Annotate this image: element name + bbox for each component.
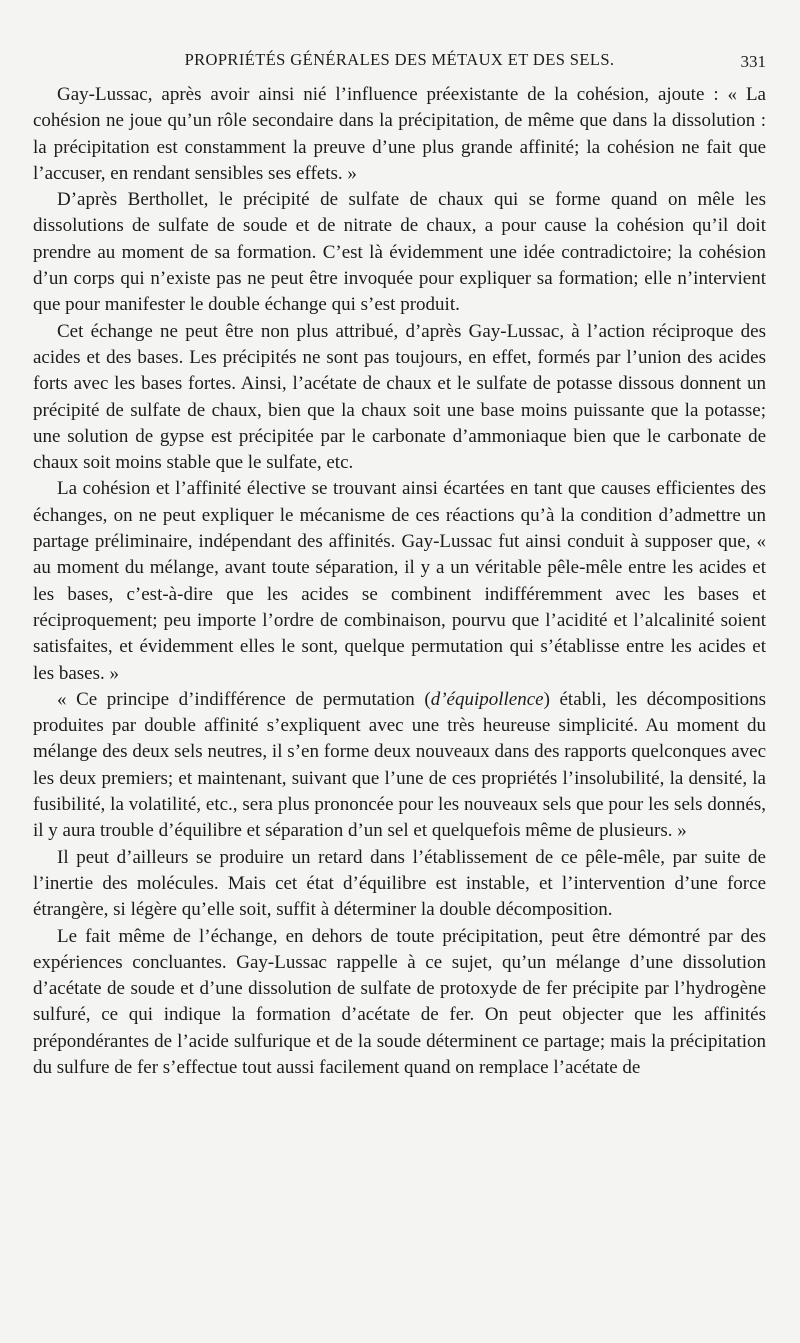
page-number: 331 [740, 52, 766, 71]
paragraph-3: Cet échange ne peut être non plus attribué, d’après Gay-Lussac, à l’action réciproque des acides et des bases. Les précipités ne sont pas toujours, en effet, formés par l’union des acides forts avec les bases fortes. Ainsi, l’acétate de chaux et le sulfate de potasse dissous donnent un précipité de sulfate de chaux, bien que la chaux soit une base moins puissante que la potasse; une solution de gypse est précipitée par le carbonate d’ammoniaque bien que le carbonate de chaux soit moins stable que le sulfate, etc. [33, 320, 766, 474]
paragraph-2: D’après Berthollet, le précipité de sulfate de chaux qui se forme quand on mêle les dissolutions de sulfate de soude et de nitrate de chaux, a pour cause la cohésion qu’il doit prendre au moment de sa formation. C’est là évidemment une idée contradictoire; la cohésion d’un corps qui n’existe pas ne peut être invoquée pour expliquer sa formation; elle n’intervient que pour manifester le double échange qui s’est produit. [33, 189, 766, 316]
emphasized-term: d’équipollence [430, 688, 544, 710]
paragraph-5 [33, 687, 766, 845]
page-header [33, 50, 766, 74]
paragraph-5-lead: « Ce principe d’indifférence de permutation ( [57, 688, 431, 710]
paragraph-7: Le fait même de l’échange, en dehors de toute précipitation, peut être démontré par des expériences concluantes. Gay-Lussac rappelle à ce sujet, qu’un mélange d’une dissolution d’acétate de soude et d’une dissolution de sulfate de protoxyde de fer précipite par l’hydrogène sulfuré, ce qui indique la formation d’acétate de fer. On peut objecter que les affinités prépondérantes de l’acide sulfurique et de la soude déterminent ce partage; mais la précipitation du sulfure de fer s’effectue tout aussi facilement quand on remplace l’acétate de [33, 925, 766, 1078]
paragraph-6: Il peut d’ailleurs se produire un retard dans l’établissement de ce pêle-mêle, par suite de l’inertie des molécules. Mais cet état d’équilibre est instable, et l’intervention d’une force étrangère, si légère qu’elle soit, suffit à déterminer la double décomposition. [33, 846, 766, 921]
paragraph-5-rest: ) établi, les décompositions produites par double affinité s’expliquent avec une très heureuse simplicité. Au moment du mélange des deux sels neutres, il s’en forme deux nouveaux dans des rapports quelconques avec les deux premiers; et maintenant, suivant que l’une de ces propriétés l’insolubilité, la densité, la fusibilité, la volatilité, etc., sera plus prononcée pour les nouveaux sels que pour les sels donnés, il y aura trouble d’équilibre et séparation d’un sel et quelquefois même de plusieurs. » [33, 688, 766, 842]
paragraph-1: Gay-Lussac, après avoir ainsi nié l’influence préexistante de la cohésion, ajoute : « La cohésion ne joue qu’un rôle secondaire dans la précipitation, de même que dans la dissolution : la précipitation est constamment la preuve d’une plus grande affinité; la cohésion ne fait que l’accuser, en rendant sensibles ses effets. » [33, 84, 766, 184]
body-text [33, 82, 766, 1081]
running-head: PROPRIÉTÉS GÉNÉRALES DES MÉTAUX ET DES SELS. [184, 50, 615, 69]
paragraph-4: La cohésion et l’affinité élective se trouvant ainsi écartées en tant que causes efficientes des échanges, on ne peut expliquer le mécanisme de ces réactions qu’à la condition d’admettre un partage préliminaire, indépendant des affinités. Gay-Lussac fut ainsi conduit à supposer que, « au moment du mélange, avant toute séparation, il y a un véritable pêle-mêle entre les acides et les bases, c’est-à-dire que les acides se combinent indifféremment avec les bases et réciproquement; peu importe l’ordre de combinaison, pourvu que l’acidité et l’alcalinité soient satisfaites, et évidemment elles le sont, quelque permutation qui s’établisse entre les acides et les bases. » [33, 478, 766, 684]
